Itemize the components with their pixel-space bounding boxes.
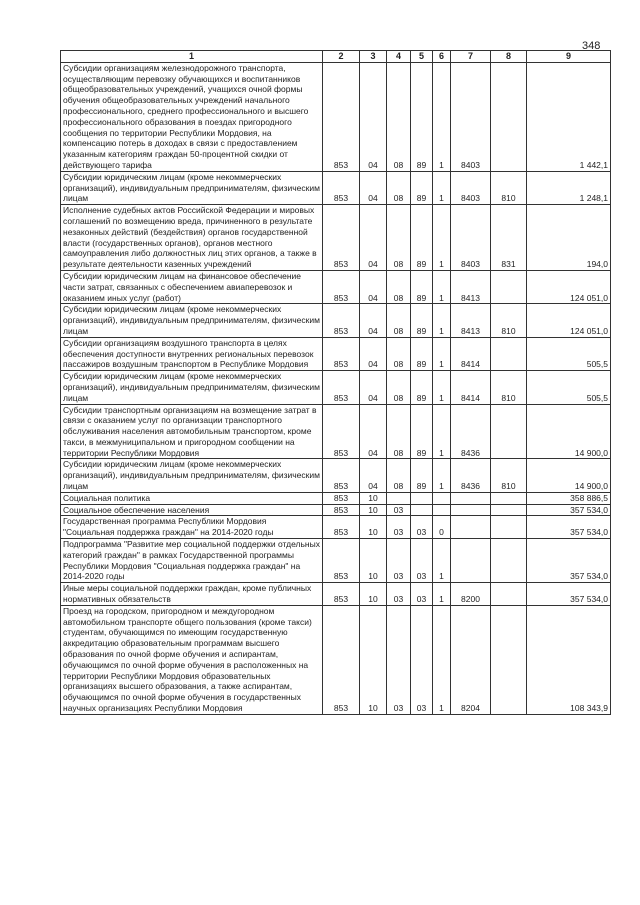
subsection-code: 08: [387, 171, 411, 204]
column-header: 4: [387, 51, 411, 63]
subsection-code: 08: [387, 337, 411, 370]
item-code: [451, 492, 491, 504]
subsection-code: 08: [387, 371, 411, 404]
column-header: 6: [433, 51, 451, 63]
expense-type-code: 810: [491, 304, 527, 337]
section-code: 04: [360, 404, 387, 459]
row-description: Проезд на городском, пригородном и междугородном автомобильном транспорте общего пользования (кроме такси) студентам, обучающимся по имеющим государственную аккредитацию образовательным программам высшего образования по очной форме обучения и аспирантам, обучающимся по очной форме обучения в расположенных на территории Республики Мордовия образовательных организациях высшего образования, а также аспирантам, обучающимся по очной форме обучения в государственных научных организациях Республики Мордовия: [61, 605, 323, 714]
row-amount: 357 534,0: [527, 539, 611, 583]
program-code: 03: [411, 605, 433, 714]
row-description: Социальная политика: [61, 492, 323, 504]
section-code: 04: [360, 205, 387, 271]
row-description: Субсидии юридическим лицам (кроме некоммерческих организаций), индивидуальным предпринимателям, физическим лицам: [61, 171, 323, 204]
subsection-code: 08: [387, 404, 411, 459]
section-code: 10: [360, 605, 387, 714]
expense-type-code: [491, 270, 527, 303]
row-description: Субсидии юридическим лицам (кроме некоммерческих организаций), индивидуальным предпринимателям, физическим лицам: [61, 371, 323, 404]
item-code: [451, 504, 491, 516]
column-header: 7: [451, 51, 491, 63]
expense-type-code: 831: [491, 205, 527, 271]
row-amount: 505,5: [527, 371, 611, 404]
row-amount: 108 343,9: [527, 605, 611, 714]
table-row: [61, 492, 611, 504]
table-row: [61, 371, 611, 404]
row-amount: 358 886,5: [527, 492, 611, 504]
table-row: [61, 304, 611, 337]
admin-code: 853: [323, 605, 360, 714]
section-code: 04: [360, 337, 387, 370]
subsection-code: 08: [387, 205, 411, 271]
subprogram-code: 1: [433, 404, 451, 459]
section-code: 04: [360, 62, 387, 171]
admin-code: 853: [323, 539, 360, 583]
expense-type-code: [491, 583, 527, 606]
subprogram-code: 0: [433, 516, 451, 539]
subsection-code: 03: [387, 516, 411, 539]
program-code: 03: [411, 516, 433, 539]
row-description: Субсидии юридическим лицам на финансовое обеспечение части затрат, связанных с обеспечением авиаперевозок и оказанием иных услуг (работ): [61, 270, 323, 303]
section-code: 10: [360, 492, 387, 504]
column-header: 5: [411, 51, 433, 63]
table-row: [61, 504, 611, 516]
row-amount: 357 534,0: [527, 504, 611, 516]
item-code: 8413: [451, 270, 491, 303]
item-code: 8403: [451, 62, 491, 171]
row-amount: 194,0: [527, 205, 611, 271]
subsection-code: 03: [387, 583, 411, 606]
section-code: 04: [360, 304, 387, 337]
subprogram-code: 1: [433, 583, 451, 606]
admin-code: 853: [323, 583, 360, 606]
admin-code: 853: [323, 516, 360, 539]
admin-code: 853: [323, 371, 360, 404]
subprogram-code: 1: [433, 371, 451, 404]
section-code: 10: [360, 539, 387, 583]
table-row: [61, 404, 611, 459]
row-description: Субсидии юридическим лицам (кроме некоммерческих организаций), индивидуальным предпринимателям, физическим лицам: [61, 304, 323, 337]
item-code: [451, 516, 491, 539]
table-row: [61, 171, 611, 204]
item-code: 8200: [451, 583, 491, 606]
row-amount: 124 051,0: [527, 270, 611, 303]
subprogram-code: 1: [433, 539, 451, 583]
table-row: [61, 459, 611, 492]
subprogram-code: 1: [433, 171, 451, 204]
subsection-code: 08: [387, 459, 411, 492]
program-code: 89: [411, 404, 433, 459]
subprogram-code: 1: [433, 62, 451, 171]
expense-type-code: [491, 404, 527, 459]
admin-code: 853: [323, 270, 360, 303]
row-amount: 1 248,1: [527, 171, 611, 204]
subprogram-code: 1: [433, 270, 451, 303]
table-row: [61, 539, 611, 583]
admin-code: 853: [323, 205, 360, 271]
row-description: Исполнение судебных актов Российской Федерации и мировых соглашений по возмещению вреда, причиненного в результате незаконных действий (бездействия) органов государственной власти (государственных органов), органов местного самоуправления либо должностных лиц этих органов, а также в результате деятельности казенных учреждений: [61, 205, 323, 271]
subprogram-code: 1: [433, 337, 451, 370]
admin-code: 853: [323, 459, 360, 492]
subprogram-code: 1: [433, 205, 451, 271]
subsection-code: 08: [387, 62, 411, 171]
expense-type-code: [491, 539, 527, 583]
row-amount: 124 051,0: [527, 304, 611, 337]
subsection-code: 08: [387, 270, 411, 303]
program-code: [411, 504, 433, 516]
row-description: Субсидии юридическим лицам (кроме некоммерческих организаций), индивидуальным предпринимателям, физическим лицам: [61, 459, 323, 492]
item-code: 8414: [451, 371, 491, 404]
expense-type-code: [491, 492, 527, 504]
row-description: Государственная программа Республики Мордовия "Социальная поддержка граждан" на 2014-2020 годы: [61, 516, 323, 539]
column-header: 9: [527, 51, 611, 63]
row-amount: 14 900,0: [527, 459, 611, 492]
table-row: [61, 605, 611, 714]
column-header: 3: [360, 51, 387, 63]
admin-code: 853: [323, 492, 360, 504]
subprogram-code: 1: [433, 605, 451, 714]
row-description: Субсидии организациям железнодорожного транспорта, осуществляющим перевозку обучающихся и воспитанников общеобразовательных учреждений, учащихся очной формы обучения общеобразовательных учреждений начального профессионального, среднего профессионального и высшего профессионального образования в поездах пригородного сообщения по территории Республики Мордовия, на компенсацию потерь в доходах в связи с предоставлением указанным категориям граждан 50-процентной скидки от действующего тарифа: [61, 62, 323, 171]
section-code: 04: [360, 270, 387, 303]
expense-type-code: [491, 605, 527, 714]
expense-type-code: [491, 62, 527, 171]
expense-type-code: 810: [491, 371, 527, 404]
section-code: 10: [360, 504, 387, 516]
item-code: 8414: [451, 337, 491, 370]
section-code: 04: [360, 171, 387, 204]
subprogram-code: 1: [433, 304, 451, 337]
item-code: [451, 539, 491, 583]
row-description: Субсидии организациям воздушного транспорта в целях обеспечения доступности внутренних региональных перевозок пассажиров воздушным транспортом в Республике Мордовия: [61, 337, 323, 370]
table-row: [61, 516, 611, 539]
expense-type-code: 810: [491, 459, 527, 492]
admin-code: 853: [323, 337, 360, 370]
admin-code: 853: [323, 504, 360, 516]
expense-type-code: 810: [491, 171, 527, 204]
table-row: [61, 270, 611, 303]
section-code: 10: [360, 516, 387, 539]
table-row: [61, 62, 611, 171]
table-row: [61, 337, 611, 370]
section-code: 04: [360, 371, 387, 404]
admin-code: 853: [323, 404, 360, 459]
budget-table: [60, 50, 611, 715]
expense-type-code: [491, 337, 527, 370]
row-amount: 357 534,0: [527, 516, 611, 539]
admin-code: 853: [323, 62, 360, 171]
page-number: 348: [582, 40, 601, 52]
row-amount: 505,5: [527, 337, 611, 370]
subsection-code: 08: [387, 304, 411, 337]
program-code: 03: [411, 583, 433, 606]
table-row: [61, 205, 611, 271]
subsection-code: 03: [387, 539, 411, 583]
column-header: 1: [61, 51, 323, 63]
item-code: 8204: [451, 605, 491, 714]
row-description: Подпрограмма "Развитие мер социальной поддержки отдельных категорий граждан" в рамках Государственной программы Республики Мордовия "Социальная поддержка граждан" на 2014-2020 годы: [61, 539, 323, 583]
row-amount: 14 900,0: [527, 404, 611, 459]
subsection-code: 03: [387, 605, 411, 714]
column-header: 2: [323, 51, 360, 63]
subsection-code: 03: [387, 504, 411, 516]
row-description: Социальное обеспечение населения: [61, 504, 323, 516]
item-code: 8413: [451, 304, 491, 337]
subprogram-code: 1: [433, 459, 451, 492]
program-code: 89: [411, 304, 433, 337]
table-row: [61, 583, 611, 606]
program-code: 89: [411, 459, 433, 492]
column-header: 8: [491, 51, 527, 63]
program-code: 89: [411, 337, 433, 370]
subsection-code: [387, 492, 411, 504]
subprogram-code: [433, 492, 451, 504]
program-code: 89: [411, 205, 433, 271]
item-code: 8403: [451, 171, 491, 204]
expense-type-code: [491, 516, 527, 539]
program-code: 89: [411, 371, 433, 404]
item-code: 8436: [451, 459, 491, 492]
program-code: 89: [411, 171, 433, 204]
item-code: 8403: [451, 205, 491, 271]
subprogram-code: [433, 504, 451, 516]
expense-type-code: [491, 504, 527, 516]
section-code: 10: [360, 583, 387, 606]
admin-code: 853: [323, 171, 360, 204]
admin-code: 853: [323, 304, 360, 337]
program-code: 03: [411, 539, 433, 583]
program-code: [411, 492, 433, 504]
program-code: 89: [411, 62, 433, 171]
item-code: 8436: [451, 404, 491, 459]
row-description: Субсидии транспортным организациям на возмещение затрат в связи с оказанием услуг по организации транспортного обслуживания населения автомобильным транспортом, кроме такси, в межмуниципальном и пригородном сообщении на территории Республики Мордовия: [61, 404, 323, 459]
row-amount: 357 534,0: [527, 583, 611, 606]
section-code: 04: [360, 459, 387, 492]
header-row: [61, 51, 611, 63]
row-amount: 1 442,1: [527, 62, 611, 171]
row-description: Иные меры социальной поддержки граждан, кроме публичных нормативных обязательств: [61, 583, 323, 606]
program-code: 89: [411, 270, 433, 303]
